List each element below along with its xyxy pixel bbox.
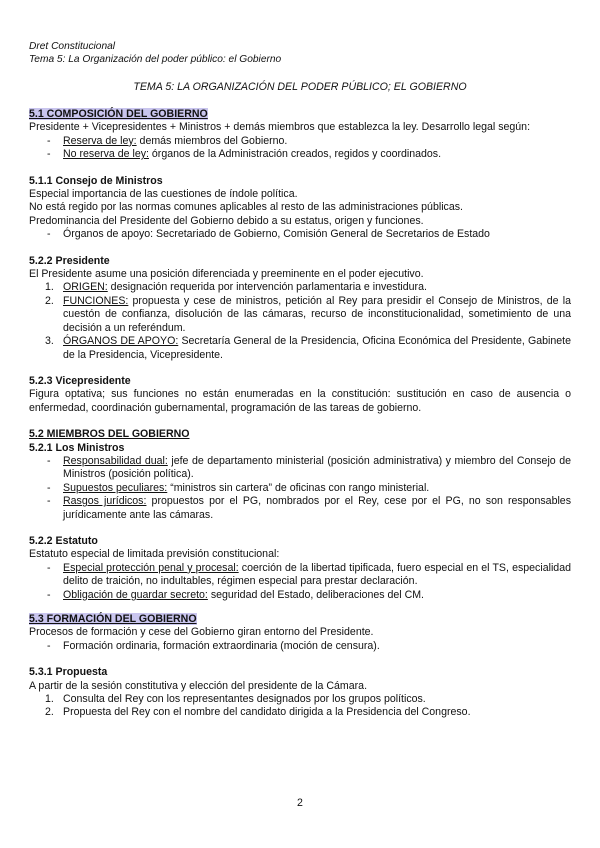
- list-item: 1. ORIGEN: designación requerida por intervención parlamentaria e investidura.: [45, 281, 427, 294]
- item-text: órganos de la Administración creados, regidos y coordinados.: [148, 148, 442, 161]
- paragraph: A partir de la sesión constitutiva y elección del presidente de la Cámara.: [29, 679, 368, 692]
- item-text: Secretaría General de la Presidencia, Oficina Económica del Presidente, Gabinete de la Presidencia, Vicepresidente.: [63, 335, 572, 361]
- list-item: [29, 562, 571, 589]
- item-term: Responsabilidad dual:: [63, 454, 168, 467]
- paragraph: Predominancia del Presidente del Gobierno debido a su estatus, origen y funciones.: [29, 214, 424, 227]
- list-item: 1. Consulta del Rey con los representantes designados por los grupos políticos.: [45, 693, 426, 706]
- list-item: - Formación ordinaria, formación extraordinaria (moción de censura).: [29, 640, 571, 653]
- section-heading-5-1: 5.1 COMPOSICIÓN DEL GOBIERNO: [29, 108, 208, 120]
- paragraph: Procesos de formación y cese del Gobierno giran entorno del Presidente.: [29, 626, 374, 639]
- item-term: Obligación de guardar secreto:: [63, 588, 208, 601]
- paragraph: Presidente + Vicepresidentes + Ministros + demás miembros que establezca la ley. Desarrollo legal según:: [29, 121, 531, 134]
- bullet-list: [29, 640, 571, 653]
- numbered-list: [29, 693, 571, 720]
- bullet-list: [29, 562, 571, 602]
- list-item: [29, 482, 571, 495]
- numbered-list: [29, 281, 571, 361]
- paragraph: Estatuto especial de limitada previsión constitucional:: [29, 548, 280, 561]
- item-text: demás miembros del Gobierno.: [136, 134, 288, 147]
- list-item: [29, 135, 571, 148]
- list-item: [29, 495, 571, 522]
- item-text: coerción de la libertad tipificada, fuero especial en el TS, especialidad delito de traición, no indultables, régimen especial para prestar declaración.: [63, 561, 571, 588]
- header-course: Dret Constitucional: [29, 41, 116, 52]
- bullet-list: [29, 228, 571, 241]
- section-heading-5-3: 5.3 FORMACIÓN DEL GOBIERNO: [29, 613, 197, 625]
- section-heading-5-2: 5.2 MIEMBROS DEL GOBIERNO: [29, 428, 190, 441]
- section-heading-estatuto: 5.2.2 Estatuto: [29, 534, 98, 547]
- section-heading-5-2-1: 5.2.1 Los Ministros: [29, 441, 125, 454]
- list-item: [29, 589, 571, 602]
- item-term: Supuestos peculiares:: [63, 481, 168, 494]
- list-item: 2. Propuesta del Rey con el nombre del candidato dirigida a la Presidencia del Congreso.: [45, 706, 471, 719]
- list-item: [29, 148, 571, 161]
- section-heading-vicepresidente: 5.2.3 Vicepresidente: [29, 374, 131, 387]
- item-term: FUNCIONES:: [63, 294, 129, 307]
- item-term: ORIGEN:: [63, 281, 108, 294]
- document-body: [29, 108, 571, 720]
- list-item: - Órganos de apoyo: Secretariado de Gobierno, Comisión General de Secretarios de Estado: [29, 228, 571, 241]
- item-text: propuestos por el PG, nombrados por el Rey, cese por el PG, no son responsables jurídicamente ante las cámaras.: [63, 495, 571, 521]
- item-text: seguridad del Estado, deliberaciones del CM.: [207, 588, 424, 601]
- item-text: Propuesta del Rey con el nombre del candidato dirigida a la Presidencia del Congreso.: [63, 706, 471, 719]
- bullet-list: [29, 135, 571, 162]
- item-text: Consulta del Rey con los representantes designados por los grupos políticos.: [63, 693, 426, 706]
- paragraph: No está regido por las normas comunes aplicables al resto de las administraciones públicas.: [29, 201, 463, 214]
- item-term: Rasgos jurídicos:: [63, 495, 147, 508]
- section-heading-5-3-1: 5.3.1 Propuesta: [29, 666, 108, 679]
- list-item: 3. ÓRGANOS DE APOYO: Secretaría General de la Presidencia, Oficina Económica del Presidente, Gabinete de la Presidencia, Vicepresidente.: [45, 335, 572, 361]
- paragraph: El Presidente asume una posición diferenciada y preeminente en el poder ejecutivo.: [29, 268, 424, 281]
- item-term: Reserva de ley:: [63, 134, 137, 147]
- paragraph: Figura optativa; sus funciones no están enumeradas en la constitución: sustitución en caso de ausencia o enfermedad, coordinación gubernamental, programación de las tareas de gobierno.: [29, 388, 571, 414]
- list-item: [29, 455, 571, 482]
- list-item: 2. FUNCIONES: propuesta y cese de ministros, petición al Rey para presidir el Consejo de Ministros, de la cuestón de confianza, disolución de las cámaras, recurso de inconstitucionalidad, sometimiento de una decisión a un referéndum.: [45, 294, 571, 334]
- item-term: Especial protección penal y procesal:: [63, 561, 239, 574]
- item-term: No reserva de ley:: [63, 148, 149, 161]
- item-text: “ministros sin cartera” de oficinas con rango ministerial.: [167, 481, 430, 494]
- paragraph: Especial importancia de las cuestiones de índole política.: [29, 188, 298, 201]
- item-text: designación requerida por intervención parlamentaria e investidura.: [107, 281, 427, 294]
- section-heading-presidente: 5.2.2 Presidente: [29, 254, 110, 267]
- item-text: jefe de departamento ministerial (posición administrativa) y miembro del Consejo de Ministros (posición política).: [63, 454, 571, 481]
- header-topic: Tema 5: La Organización del poder público: el Gobierno: [29, 54, 282, 65]
- item-term: ÓRGANOS DE APOYO:: [63, 335, 179, 348]
- item-text: propuesta y cese de ministros, petición al Rey para presidir el Consejo de Ministros, de la cuestón de confianza, disolución de las cámaras, recurso de inconstitucionalidad, sometimiento de una decisión a un referéndum.: [63, 294, 571, 334]
- bullet-list: [29, 455, 571, 522]
- section-heading-5-1-1: 5.1.1 Consejo de Ministros: [29, 174, 163, 187]
- page-title: TEMA 5: LA ORGANIZACIÓN DEL PODER PÚBLICO; EL GOBIERNO: [133, 81, 467, 93]
- page-number: 2: [297, 797, 303, 809]
